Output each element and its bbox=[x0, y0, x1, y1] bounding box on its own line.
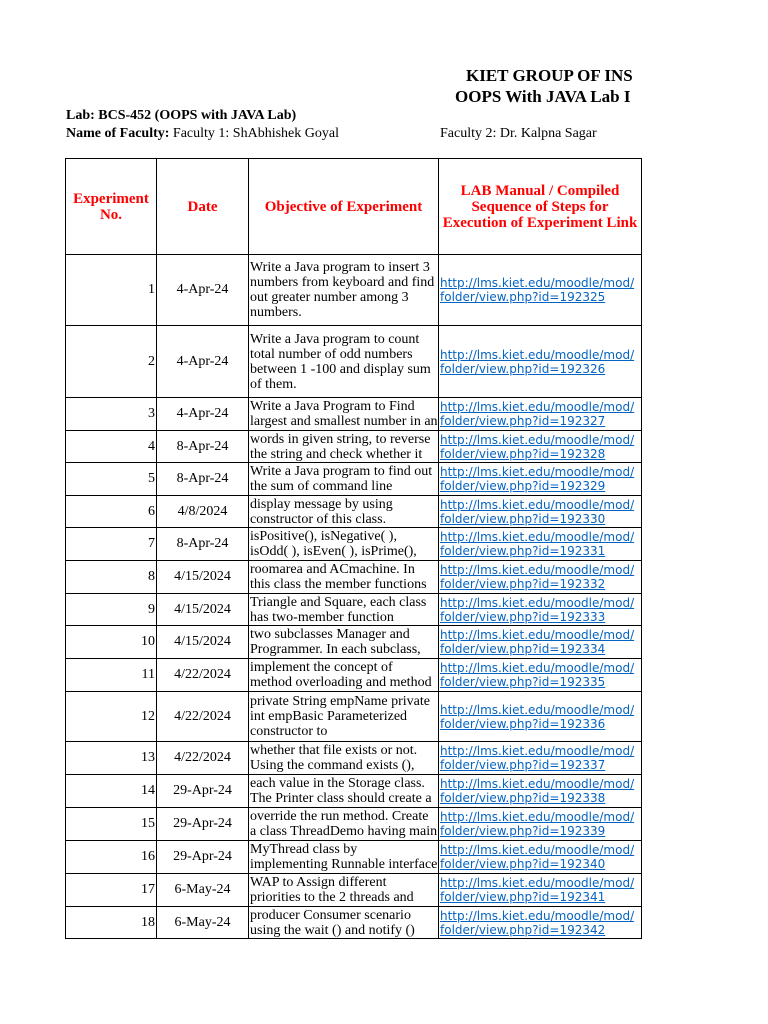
link-line-1: http://lms.kiet.edu/moodle/mod/ bbox=[440, 347, 635, 362]
link-line-2: folder/view.php?id=192338 bbox=[440, 791, 606, 805]
header-experiment-no: Experiment No. bbox=[66, 159, 157, 255]
manual-link[interactable] bbox=[439, 498, 641, 526]
table-row bbox=[66, 907, 642, 939]
link-line-2: folder/view.php?id=192326 bbox=[440, 361, 606, 376]
link-line-2: folder/view.php?id=192337 bbox=[440, 758, 606, 772]
table-row bbox=[66, 463, 642, 496]
experiment-date: 6-May-24 bbox=[157, 907, 249, 939]
objective-text: each value in the Storage class. The Printer class should create a bbox=[250, 776, 432, 806]
experiment-no: 12 bbox=[66, 692, 157, 742]
objective-text: isPositive(), isNegative( ), isOdd( ), isEven( ), isPrime(), bbox=[250, 529, 417, 559]
experiment-no: 3 bbox=[66, 398, 157, 431]
table-row bbox=[66, 841, 642, 874]
lab-title: OOPS With JAVA Lab I bbox=[455, 87, 631, 106]
experiment-no: 8 bbox=[66, 561, 157, 594]
link-cell bbox=[439, 626, 642, 659]
table-row bbox=[66, 431, 642, 463]
objective-cell bbox=[249, 431, 439, 463]
table-row bbox=[66, 659, 642, 692]
link-line-1: http://lms.kiet.edu/moodle/mod/ bbox=[440, 432, 635, 447]
experiment-date: 29-Apr-24 bbox=[157, 841, 249, 874]
link-line-1: http://lms.kiet.edu/moodle/mod/ bbox=[440, 702, 635, 717]
experiment-date: 4-Apr-24 bbox=[157, 326, 249, 398]
manual-link[interactable] bbox=[439, 400, 641, 428]
link-cell bbox=[439, 775, 642, 808]
experiment-date: 8-Apr-24 bbox=[157, 528, 249, 561]
link-line-1: http://lms.kiet.edu/moodle/mod/ bbox=[440, 744, 635, 758]
faculty1-prefix: Faculty 1: Sh bbox=[169, 126, 248, 141]
institute-title: KIET GROUP OF INS bbox=[466, 66, 633, 85]
objective-text: display message by using constructor of this class. bbox=[250, 496, 393, 527]
link-line-2: folder/view.php?id=192339 bbox=[440, 824, 606, 838]
experiment-date: 4/15/2024 bbox=[157, 626, 249, 659]
manual-link[interactable] bbox=[439, 843, 641, 871]
objective-cell bbox=[249, 742, 439, 775]
experiment-no: 13 bbox=[66, 742, 157, 775]
objective-text: override the run method. Create a class ThreadDemo having main bbox=[250, 808, 438, 839]
manual-link[interactable] bbox=[439, 703, 641, 731]
link-cell bbox=[439, 398, 642, 431]
table-row bbox=[66, 742, 642, 775]
objective-cell bbox=[249, 841, 439, 874]
experiment-no: 7 bbox=[66, 528, 157, 561]
table-row bbox=[66, 874, 642, 907]
objective-cell bbox=[249, 659, 439, 692]
manual-link[interactable] bbox=[439, 744, 641, 772]
manual-link[interactable] bbox=[439, 628, 641, 656]
objective-cell bbox=[249, 594, 439, 626]
experiment-no: 9 bbox=[66, 594, 157, 626]
link-cell bbox=[439, 496, 642, 528]
lab-code: Lab: BCS-452 (OOPS with JAVA Lab) bbox=[66, 108, 297, 123]
faculty-line bbox=[66, 126, 339, 142]
link-line-2: folder/view.php?id=192328 bbox=[440, 446, 606, 461]
link-line-2: folder/view.php?id=192342 bbox=[440, 922, 606, 937]
link-cell bbox=[439, 841, 642, 874]
faculty1-name: Abhishek Goyal bbox=[247, 126, 339, 141]
link-line-2: folder/view.php?id=192341 bbox=[440, 890, 606, 904]
link-line-1: http://lms.kiet.edu/moodle/mod/ bbox=[440, 563, 635, 577]
objective-cell bbox=[249, 808, 439, 841]
objective-cell bbox=[249, 775, 439, 808]
manual-link[interactable] bbox=[439, 433, 641, 461]
objective-text: roomarea and ACmachine. In this class the member functions bbox=[250, 561, 427, 592]
link-cell bbox=[439, 659, 642, 692]
experiment-date: 4/22/2024 bbox=[157, 659, 249, 692]
experiment-date: 4-Apr-24 bbox=[157, 398, 249, 431]
table-row bbox=[66, 496, 642, 528]
header-objective: Objective of Experiment bbox=[249, 159, 439, 255]
link-cell bbox=[439, 255, 642, 326]
link-cell bbox=[439, 561, 642, 594]
experiment-no: 17 bbox=[66, 874, 157, 907]
experiment-no: 11 bbox=[66, 659, 157, 692]
experiment-date: 4/15/2024 bbox=[157, 561, 249, 594]
objective-cell bbox=[249, 692, 439, 742]
link-cell bbox=[439, 528, 642, 561]
objective-text: MyThread class by implementing Runnable interface bbox=[250, 841, 438, 872]
table-row bbox=[66, 398, 642, 431]
objective-cell bbox=[249, 463, 439, 496]
link-cell bbox=[439, 874, 642, 907]
experiment-no: 4 bbox=[66, 431, 157, 463]
manual-link[interactable] bbox=[439, 465, 641, 493]
objective-text: two subclasses Manager and Programmer. In each subclass, bbox=[250, 626, 421, 657]
table-row bbox=[66, 775, 642, 808]
table-row bbox=[66, 528, 642, 561]
objective-cell bbox=[249, 626, 439, 659]
manual-link[interactable] bbox=[439, 596, 641, 624]
experiment-table bbox=[65, 158, 642, 939]
link-line-1: http://lms.kiet.edu/moodle/mod/ bbox=[440, 595, 635, 610]
faculty2: Faculty 2: Dr. Kalpna Sagar bbox=[440, 126, 597, 141]
experiment-date: 4/15/2024 bbox=[157, 594, 249, 626]
objective-cell bbox=[249, 255, 439, 326]
table-row bbox=[66, 561, 642, 594]
objective-cell bbox=[249, 561, 439, 594]
experiment-date: 29-Apr-24 bbox=[157, 808, 249, 841]
manual-link[interactable] bbox=[439, 909, 641, 937]
objective-cell bbox=[249, 874, 439, 907]
link-line-2: folder/view.php?id=192335 bbox=[440, 675, 606, 689]
title-clip bbox=[0, 60, 643, 110]
objective-text: Triangle and Square, each class has two-member function bbox=[250, 594, 427, 625]
link-line-2: folder/view.php?id=192336 bbox=[440, 716, 606, 731]
table-row bbox=[66, 255, 642, 326]
experiment-date: 29-Apr-24 bbox=[157, 775, 249, 808]
link-line-1: http://lms.kiet.edu/moodle/mod/ bbox=[440, 843, 635, 857]
link-line-1: http://lms.kiet.edu/moodle/mod/ bbox=[440, 876, 635, 890]
link-line-2: folder/view.php?id=192334 bbox=[440, 642, 606, 656]
experiment-no: 10 bbox=[66, 626, 157, 659]
header-date: Date bbox=[157, 159, 249, 255]
link-line-1: http://lms.kiet.edu/moodle/mod/ bbox=[440, 628, 635, 642]
experiment-no: 2 bbox=[66, 326, 157, 398]
link-line-2: folder/view.php?id=192332 bbox=[440, 577, 606, 591]
objective-text: private String empName private int empBasic Parameterized constructor to bbox=[250, 694, 430, 739]
experiment-date: 8-Apr-24 bbox=[157, 431, 249, 463]
objective-text: Write a Java Program to Find largest and smallest number in an bbox=[250, 398, 438, 429]
objective-text: whether that file exists or not. Using the command exists (), bbox=[250, 743, 418, 773]
link-line-2: folder/view.php?id=192327 bbox=[440, 414, 606, 428]
table-row bbox=[66, 326, 642, 398]
manual-link[interactable] bbox=[439, 276, 641, 304]
link-cell bbox=[439, 594, 642, 626]
experiment-no: 15 bbox=[66, 808, 157, 841]
link-cell bbox=[439, 742, 642, 775]
link-line-1: http://lms.kiet.edu/moodle/mod/ bbox=[440, 777, 635, 791]
objective-text: words in given string, to reverse the string and check whether it bbox=[250, 431, 431, 462]
link-line-1: http://lms.kiet.edu/moodle/mod/ bbox=[440, 810, 635, 824]
link-line-1: http://lms.kiet.edu/moodle/mod/ bbox=[440, 276, 635, 290]
experiment-no: 14 bbox=[66, 775, 157, 808]
link-line-2: folder/view.php?id=192340 bbox=[440, 857, 606, 871]
experiment-date: 8-Apr-24 bbox=[157, 463, 249, 496]
link-line-1: http://lms.kiet.edu/moodle/mod/ bbox=[440, 661, 635, 675]
experiment-date: 4/8/2024 bbox=[157, 496, 249, 528]
experiment-date: 4/22/2024 bbox=[157, 692, 249, 742]
objective-cell bbox=[249, 528, 439, 561]
experiment-no: 1 bbox=[66, 255, 157, 326]
header-link: LAB Manual / Compiled Sequence of Steps for Execution of Experiment Link bbox=[439, 159, 642, 255]
experiment-no: 16 bbox=[66, 841, 157, 874]
table-row bbox=[66, 594, 642, 626]
objective-cell bbox=[249, 907, 439, 939]
link-line-1: http://lms.kiet.edu/moodle/mod/ bbox=[440, 908, 635, 923]
link-line-1: http://lms.kiet.edu/moodle/mod/ bbox=[440, 497, 635, 512]
table-header-row bbox=[66, 159, 642, 255]
link-cell bbox=[439, 907, 642, 939]
objective-text: Write a Java program to find out the sum of command line bbox=[250, 463, 433, 494]
objective-text: WAP to Assign different priorities to the 2 threads and bbox=[250, 874, 414, 905]
link-cell bbox=[439, 463, 642, 496]
experiment-no: 18 bbox=[66, 907, 157, 939]
objective-cell bbox=[249, 398, 439, 431]
experiment-date: 4-Apr-24 bbox=[157, 255, 249, 326]
link-line-2: folder/view.php?id=192329 bbox=[440, 479, 606, 493]
manual-link[interactable] bbox=[439, 810, 641, 838]
experiment-no: 5 bbox=[66, 463, 157, 496]
experiment-no: 6 bbox=[66, 496, 157, 528]
experiment-date: 6-May-24 bbox=[157, 874, 249, 907]
table-row bbox=[66, 808, 642, 841]
table-row bbox=[66, 626, 642, 659]
link-line-2: folder/view.php?id=192325 bbox=[440, 290, 606, 304]
manual-link[interactable] bbox=[439, 777, 641, 805]
objective-text: Write a Java program to count total number of odd numbers between 1 -100 and display sum of them. bbox=[250, 331, 431, 392]
faculty-label: Name of Faculty: bbox=[66, 126, 170, 141]
link-cell bbox=[439, 431, 642, 463]
link-cell bbox=[439, 808, 642, 841]
manual-link[interactable] bbox=[439, 876, 641, 904]
link-line-1: http://lms.kiet.edu/moodle/mod/ bbox=[440, 530, 635, 544]
link-cell bbox=[439, 692, 642, 742]
manual-link[interactable] bbox=[439, 661, 641, 689]
link-line-1: http://lms.kiet.edu/moodle/mod/ bbox=[440, 400, 635, 414]
link-line-2: folder/view.php?id=192331 bbox=[440, 544, 606, 558]
experiment-date: 4/22/2024 bbox=[157, 742, 249, 775]
manual-link[interactable] bbox=[439, 563, 641, 591]
objective-text: Write a Java program to insert 3 numbers from keyboard and find out greater number among 3 numbers. bbox=[250, 260, 435, 320]
objective-cell bbox=[249, 496, 439, 528]
manual-link[interactable] bbox=[439, 348, 641, 376]
manual-link[interactable] bbox=[439, 530, 641, 558]
link-line-2: folder/view.php?id=192330 bbox=[440, 511, 606, 526]
objective-text: implement the concept of method overloading and method bbox=[250, 660, 432, 690]
objective-text: producer Consumer scenario using the wait () and notify () bbox=[250, 907, 415, 938]
link-line-2: folder/view.php?id=192333 bbox=[440, 609, 606, 624]
table-row bbox=[66, 692, 642, 742]
link-cell bbox=[439, 326, 642, 398]
link-line-1: http://lms.kiet.edu/moodle/mod/ bbox=[440, 465, 635, 479]
objective-cell bbox=[249, 326, 439, 398]
